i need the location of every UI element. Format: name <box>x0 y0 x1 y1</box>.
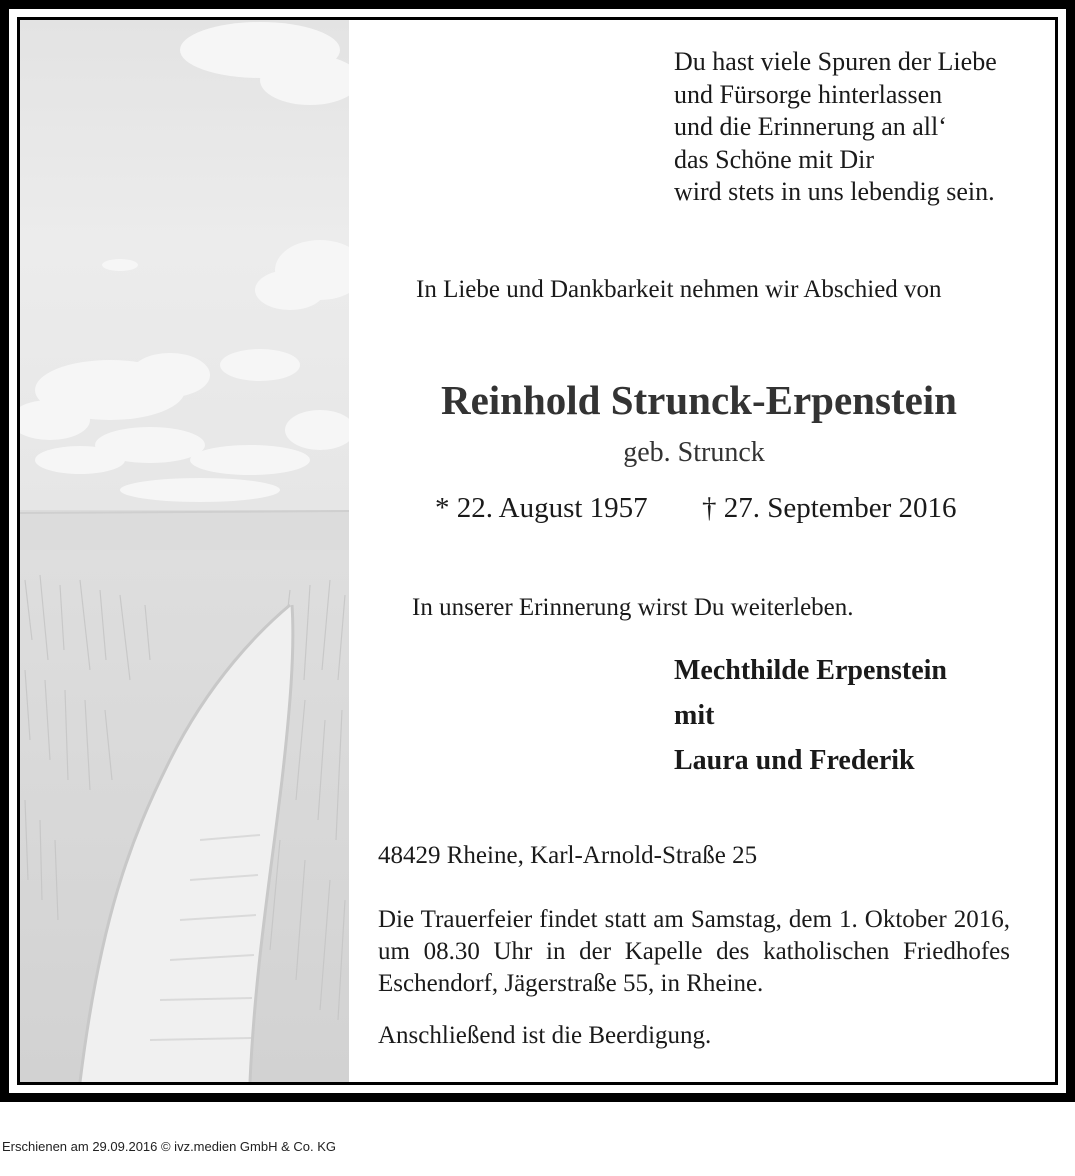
publication-footer: Erschienen am 29.09.2016 © ivz.medien GmbH & Co. KG <box>2 1139 337 1154</box>
poem-line: wird stets in uns lebendig sein. <box>674 177 995 206</box>
burial-info: Anschließend ist die Beerdigung. <box>378 1022 712 1049</box>
mourner-name: Mechthilde Erpenstein <box>674 655 947 686</box>
poem-line: und Fürsorge hinterlassen <box>674 79 943 109</box>
family-address: 48429 Rheine, Karl-Arnold-Straße 25 <box>378 842 758 869</box>
farewell-intro: In Liebe und Dankbarkeit nehmen wir Abschied von <box>416 276 942 303</box>
path-landscape-image <box>20 20 349 1082</box>
poem-line: das Schöne mit Dir <box>674 144 875 174</box>
poem-line: und die Erinnerung an all‘ <box>674 112 947 141</box>
deceased-name: Reinhold Strunck-Erpenstein <box>440 377 957 423</box>
poem-line: Du hast viele Spuren der Liebe <box>674 47 997 76</box>
mourner-connector: mit <box>674 700 715 731</box>
birth-date: * 22. August 1957 <box>435 492 648 524</box>
memory-line: In unserer Erinnerung wirst Du weiterleben. <box>412 594 854 621</box>
death-date: † 27. September 2016 <box>702 492 957 524</box>
poem <box>674 46 997 209</box>
birth-name: geb. Strunck <box>623 437 765 468</box>
funeral-service-info: Die Trauerfeier findet statt am Samstag, dem 1. Oktober 2016, um 08.30 Uhr in der Kapelle des katholischen Friedhofes Eschendorf, Jägerstraße 55, in Rheine. <box>378 906 1010 997</box>
mourner-names: Laura und Frederik <box>674 745 915 776</box>
